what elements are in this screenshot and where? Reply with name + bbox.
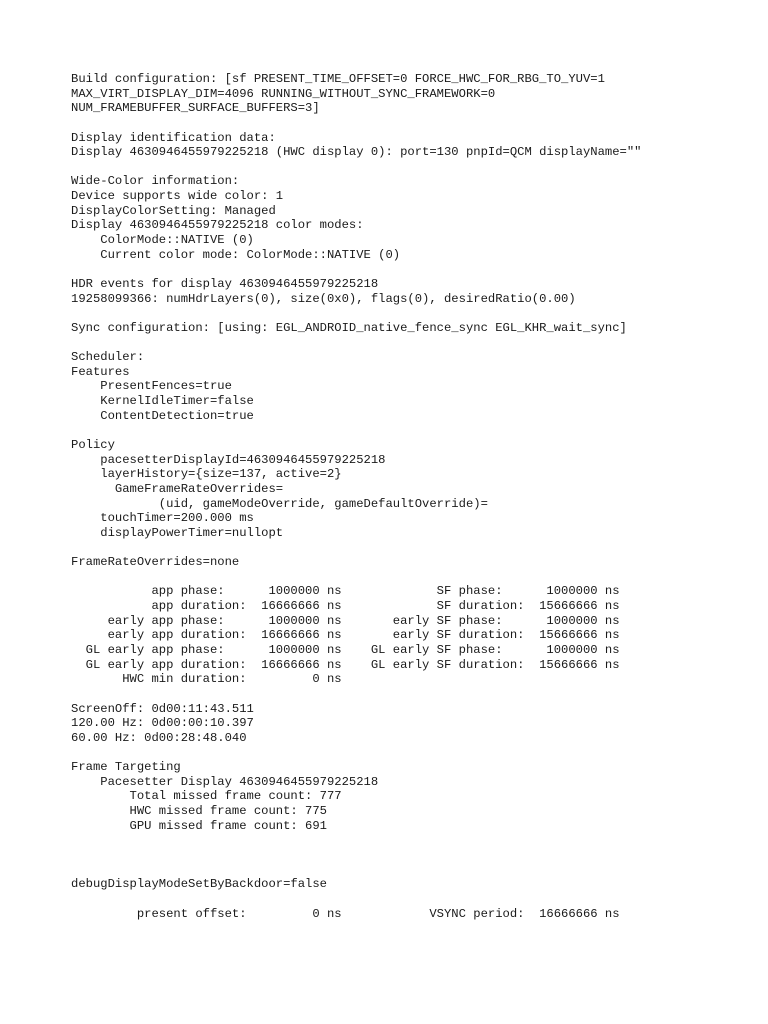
vsync-table-row: early app phase: 1000000 ns early SF phase: 1000000 ns	[71, 613, 620, 628]
blank-line	[71, 541, 761, 556]
screen-off-time: ScreenOff: 0d00:11:43.511	[71, 701, 254, 716]
policy-pacesetter-display-id: pacesetterDisplayId=4630946455979225218	[71, 452, 386, 467]
blank-line	[71, 745, 761, 760]
wide-color-heading: Wide-Color information:	[71, 174, 240, 189]
pacesetter-display-line: Pacesetter Display 4630946455979225218	[71, 774, 379, 789]
policy-display-power-timer: displayPowerTimer=nullopt	[71, 525, 284, 540]
frame-rate-overrides-line: FrameRateOverrides=none	[71, 555, 240, 570]
display-id-line: Display 4630946455979225218 (HWC display 0): port=130 pnpId=QCM displayName=""	[71, 145, 642, 160]
total-missed-frame-count: Total missed frame count: 777	[71, 789, 342, 804]
scheduler-heading: Scheduler:	[71, 350, 145, 365]
current-color-mode-line: Current color mode: ColorMode::NATIVE (0)	[71, 247, 401, 262]
hwc-missed-frame-count: HWC missed frame count: 775	[71, 804, 327, 819]
blank-line	[71, 262, 761, 277]
policy-game-frame-rate-overrides: GameFrameRateOverrides=	[71, 481, 284, 496]
vsync-table-row: app duration: 16666666 ns SF duration: 15666666 ns	[71, 599, 620, 614]
refresh-60hz-time: 60.00 Hz: 0d00:28:48.040	[71, 730, 247, 745]
display-id-heading: Display identification data:	[71, 130, 276, 145]
color-modes-heading: Display 4630946455979225218 color modes:	[71, 218, 364, 233]
policy-touch-timer: touchTimer=200.000 ms	[71, 511, 254, 526]
blank-line	[71, 423, 761, 438]
vsync-table-row: early app duration: 16666666 ns early SF duration: 15666666 ns	[71, 628, 620, 643]
blank-line	[71, 848, 761, 863]
gpu-missed-frame-count: GPU missed frame count: 691	[71, 818, 327, 833]
vsync-table-row: GL early app phase: 1000000 ns GL early SF phase: 1000000 ns	[71, 642, 620, 657]
frame-targeting-heading: Frame Targeting	[71, 760, 181, 775]
feature-kernel-idle-timer: KernelIdleTimer=false	[71, 394, 254, 409]
blank-line	[71, 687, 761, 702]
blank-line	[71, 570, 761, 585]
blank-line	[71, 306, 761, 321]
policy-layer-history: layerHistory={size=137, active=2}	[71, 467, 342, 482]
blank-line	[71, 833, 761, 848]
blank-line	[71, 336, 761, 351]
display-color-setting-line: DisplayColorSetting: Managed	[71, 203, 276, 218]
debug-display-mode-line: debugDisplayModeSetByBackdoor=false	[71, 877, 327, 892]
features-heading: Features	[71, 364, 130, 379]
sync-config-line: Sync configuration: [using: EGL_ANDROID_native_fence_sync EGL_KHR_wait_sync]	[71, 320, 627, 335]
policy-heading: Policy	[71, 438, 115, 453]
build-config-line-1: Build configuration: [sf PRESENT_TIME_OFFSET=0 FORCE_HWC_FOR_RBG_TO_YUV=1	[71, 72, 605, 86]
blank-line	[71, 160, 761, 175]
feature-content-detection: ContentDetection=true	[71, 408, 254, 423]
feature-present-fences: PresentFences=true	[71, 379, 232, 394]
hdr-event-line: 19258099366: numHdrLayers(0), size(0x0), flags(0), desiredRatio(0.00)	[71, 291, 576, 306]
policy-game-override-tuple: (uid, gameModeOverride, gameDefaultOverride)=	[71, 496, 488, 511]
hdr-events-heading: HDR events for display 4630946455979225218	[71, 276, 379, 291]
vsync-table-row: HWC min duration: 0 ns	[71, 672, 342, 687]
vsync-table-row: app phase: 1000000 ns SF phase: 1000000 ns	[71, 584, 620, 599]
present-offset-vsync-line: present offset: 0 ns VSYNC period: 16666666 ns	[71, 906, 620, 921]
dumpsys-output	[71, 72, 761, 921]
blank-line	[71, 116, 761, 131]
refresh-120hz-time: 120.00 Hz: 0d00:00:10.397	[71, 716, 254, 731]
blank-line	[71, 863, 761, 878]
blank-line	[71, 892, 761, 907]
color-mode-native-line: ColorMode::NATIVE (0)	[71, 233, 254, 248]
build-config-line-3: NUM_FRAMEBUFFER_SURFACE_BUFFERS=3]	[71, 101, 320, 116]
vsync-table-row: GL early app duration: 16666666 ns GL early SF duration: 15666666 ns	[71, 657, 620, 672]
wide-color-support-line: Device supports wide color: 1	[71, 189, 284, 204]
build-config-line-2: MAX_VIRT_DISPLAY_DIM=4096 RUNNING_WITHOUT_SYNC_FRAMEWORK=0	[71, 86, 496, 101]
